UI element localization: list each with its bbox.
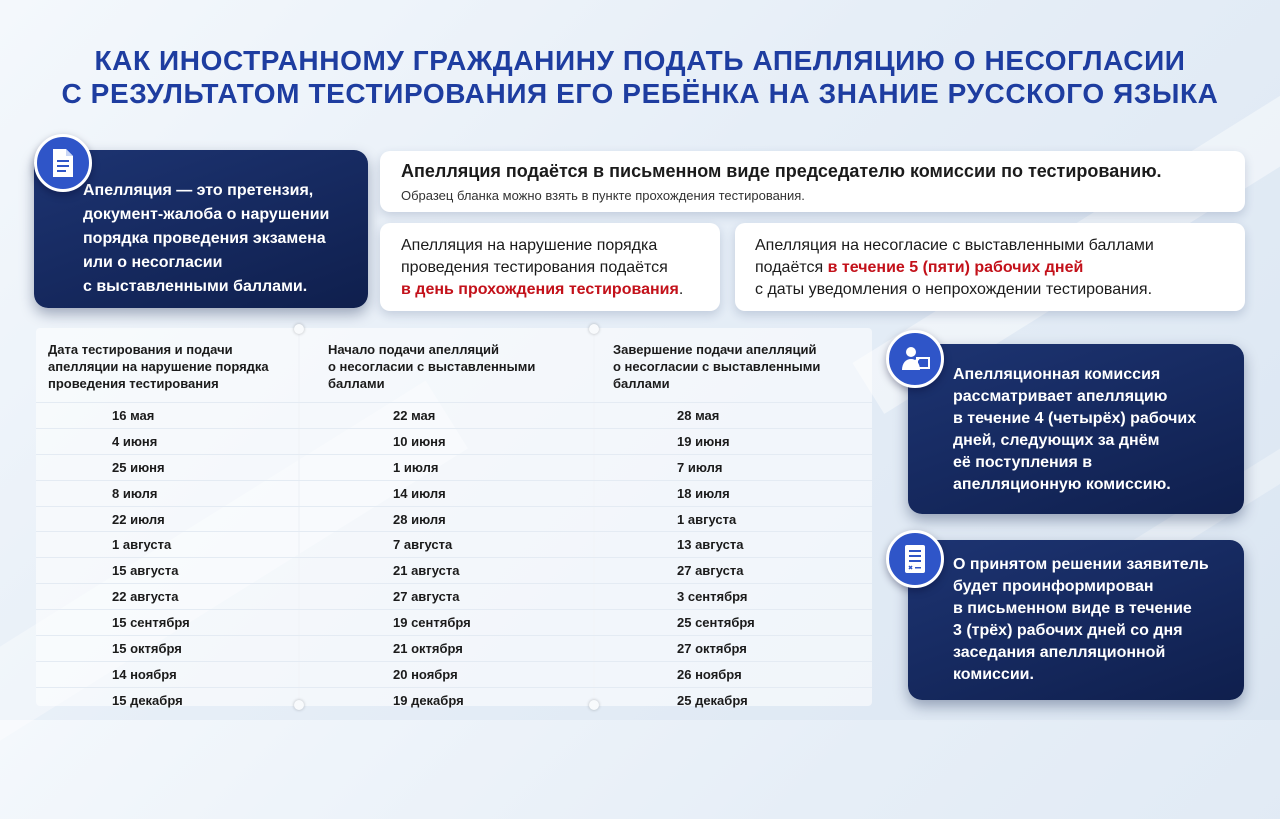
table-row xyxy=(36,609,872,635)
decision-line: О принятом решении заявитель xyxy=(953,556,1209,573)
title-line-1: КАК ИНОСТРАННОМУ ГРАЖДАНИНУ ПОДАТЬ АПЕЛЛЯЦИЮ О НЕСОГЛАСИИ xyxy=(94,45,1186,76)
header-line: Начало подачи апелляций xyxy=(328,342,500,357)
table-cell: 27 августа xyxy=(677,563,744,579)
decision-line: заседания апелляционной xyxy=(953,644,1166,661)
table-cell: 25 июня xyxy=(112,459,165,475)
submission-main: Апелляция подаётся в письменном виде председателю комиссии по тестированию. xyxy=(401,161,1162,181)
decision-line: будет проинформирован xyxy=(953,578,1154,595)
document-icon xyxy=(34,134,92,192)
definition-line: или о несогласии xyxy=(83,254,223,271)
table-cell: 13 августа xyxy=(677,537,744,553)
decision-line: 3 (трёх) рабочих дней со дня xyxy=(953,622,1183,639)
table-cell: 15 сентября xyxy=(112,615,190,631)
violation-line: проведения тестирования подаётся xyxy=(401,259,668,276)
submission-sub: Образец бланка можно взять в пункте прохождения тестирования. xyxy=(401,188,805,203)
table-row xyxy=(36,583,872,609)
table-row xyxy=(36,635,872,661)
commission-line: дней, следующих за днём xyxy=(953,432,1160,449)
column-header-appeal-start xyxy=(328,341,535,392)
disagreement-line: Апелляция на несогласие с выставленными баллами xyxy=(755,237,1154,254)
table-body xyxy=(36,402,872,713)
commission-card xyxy=(908,344,1244,514)
column-header-test-date xyxy=(48,341,269,392)
table-cell: 1 августа xyxy=(112,537,172,553)
definition-line: с выставленными баллами. xyxy=(83,278,308,295)
disagreement-deadline: в течение 5 (пяти) рабочих дней xyxy=(827,259,1084,276)
table-row xyxy=(36,402,872,428)
table-row xyxy=(36,531,872,557)
table-cell: 8 июля xyxy=(112,485,158,501)
table-cell: 25 декабря xyxy=(677,692,748,708)
table-cell: 10 июня xyxy=(393,433,446,449)
page-title xyxy=(0,44,1280,110)
table-row xyxy=(36,480,872,506)
table-cell: 15 октября xyxy=(112,641,182,657)
header-line: проведения тестирования xyxy=(48,376,219,391)
table-cell: 19 сентября xyxy=(393,615,471,631)
violation-card xyxy=(380,223,720,311)
decision-line: комиссии. xyxy=(953,666,1034,683)
table-row xyxy=(36,428,872,454)
schedule-table xyxy=(36,328,872,706)
header-line: Завершение подачи апелляций xyxy=(613,342,817,357)
table-row xyxy=(36,687,872,713)
disagreement-line: с даты уведомления о непрохождении тестирования. xyxy=(755,281,1153,298)
table-row xyxy=(36,557,872,583)
table-cell: 4 июня xyxy=(112,433,158,449)
header-line: Дата тестирования и подачи xyxy=(48,342,233,357)
header-line: о несогласии с выставленными xyxy=(328,359,536,374)
header-line: баллами xyxy=(613,376,670,391)
table-row xyxy=(36,454,872,480)
table-cell: 14 ноября xyxy=(112,666,177,682)
table-cell: 28 июля xyxy=(393,511,446,527)
violation-end: . xyxy=(678,281,684,298)
table-cell: 7 июля xyxy=(677,459,723,475)
definition-line: документ-жалоба о нарушении xyxy=(83,206,330,223)
commission-line: апелляционную комиссию. xyxy=(953,476,1171,493)
disagreement-card xyxy=(735,223,1245,311)
disagreement-pre: подаётся xyxy=(755,259,828,276)
header-line: о несогласии с выставленными xyxy=(613,359,821,374)
violation-deadline: в день прохождения тестирования xyxy=(401,281,679,298)
table-cell: 22 мая xyxy=(393,408,436,423)
definition-line: Апелляция — это претензия, xyxy=(83,182,314,199)
table-cell: 20 ноября xyxy=(393,666,458,682)
table-cell: 15 августа xyxy=(112,563,179,579)
table-row xyxy=(36,661,872,687)
presenter-icon xyxy=(886,330,944,388)
table-cell: 1 июля xyxy=(393,459,439,475)
table-cell: 27 октября xyxy=(677,641,747,657)
table-cell: 15 декабря xyxy=(112,692,183,708)
table-cell: 1 августа xyxy=(677,511,737,527)
table-cell: 28 мая xyxy=(677,408,720,423)
table-cell: 19 декабря xyxy=(393,692,464,708)
table-cell: 22 июля xyxy=(112,511,165,527)
table-cell: 3 сентября xyxy=(677,589,748,605)
table-cell: 7 августа xyxy=(393,537,453,553)
table-cell: 26 ноября xyxy=(677,666,742,682)
header-line: апелляции на нарушение порядка xyxy=(48,359,269,374)
header-line: баллами xyxy=(328,376,385,391)
table-cell: 18 июля xyxy=(677,485,730,501)
submission-card xyxy=(380,151,1245,212)
commission-line: Апелляционная комиссия xyxy=(953,366,1161,383)
table-cell: 14 июля xyxy=(393,485,446,501)
decision-line: в письменном виде в течение xyxy=(953,600,1192,617)
table-cell: 19 июня xyxy=(677,433,730,449)
table-cell: 21 октября xyxy=(393,641,463,657)
commission-line: её поступления в xyxy=(953,454,1093,471)
definition-line: порядка проведения экзамена xyxy=(83,230,326,247)
violation-line: Апелляция на нарушение порядка xyxy=(401,237,658,254)
column-header-appeal-end xyxy=(613,341,820,392)
table-cell: 27 августа xyxy=(393,589,460,605)
title-line-2: С РЕЗУЛЬТАТОМ ТЕСТИРОВАНИЯ ЕГО РЕБЁНКА НА ЗНАНИЕ РУССКОГО ЯЗЫКА xyxy=(61,78,1219,109)
table-cell: 16 мая xyxy=(112,408,155,423)
form-icon xyxy=(886,530,944,588)
table-row xyxy=(36,506,872,532)
decision-card xyxy=(908,540,1244,700)
table-cell: 25 сентября xyxy=(677,615,755,631)
table-cell: 21 августа xyxy=(393,563,460,579)
commission-line: рассматривает апелляцию xyxy=(953,388,1168,405)
table-cell: 22 августа xyxy=(112,589,179,605)
commission-line: в течение 4 (четырёх) рабочих xyxy=(953,410,1197,427)
